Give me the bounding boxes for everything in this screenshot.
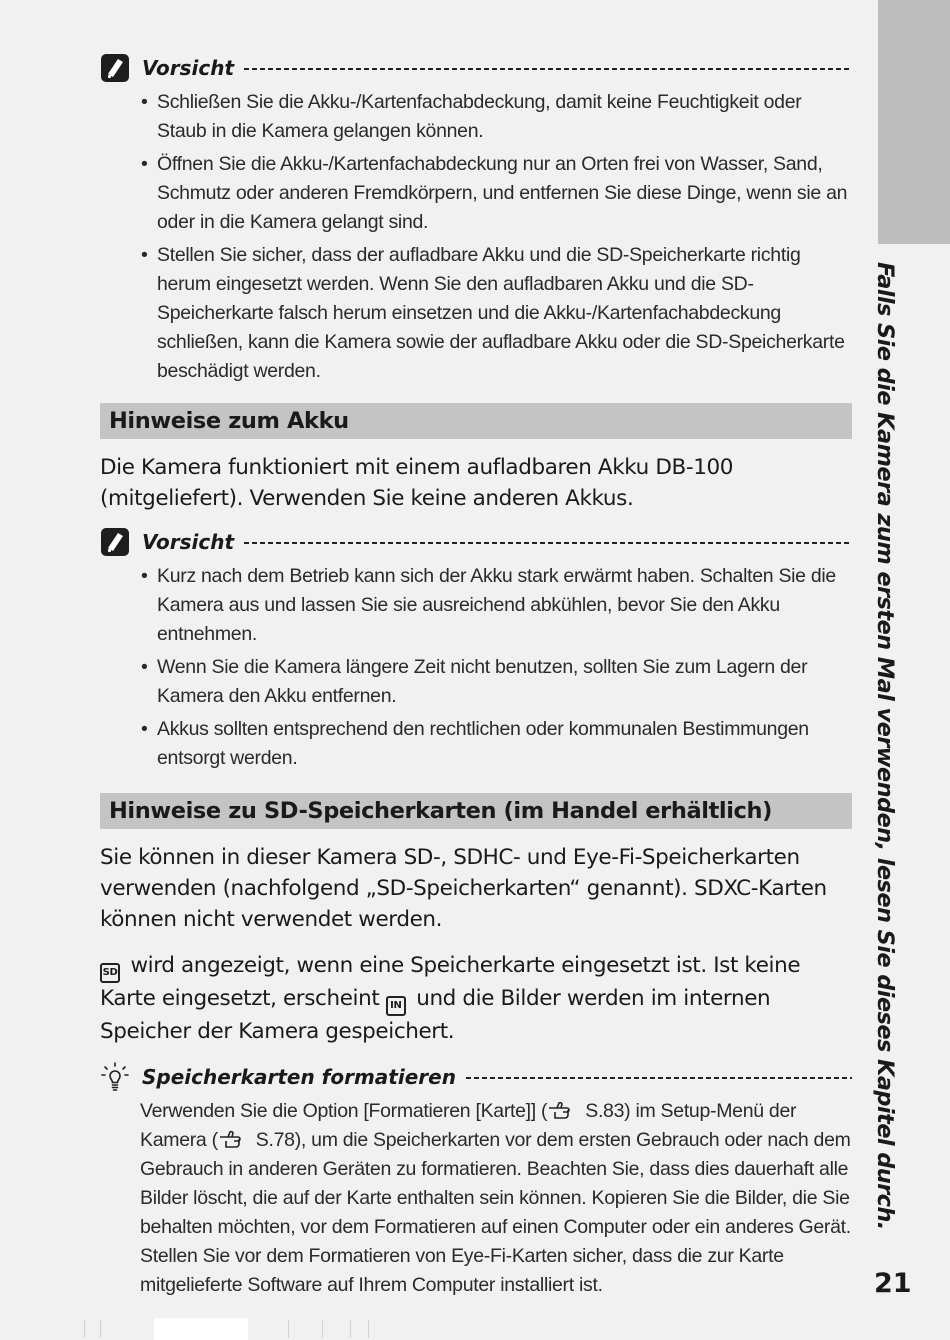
tip-block (100, 1061, 852, 1300)
akku-paragraph: Die Kamera funktioniert mit einem aufladbaren Akku DB-100 (mitgeliefert). Verwenden Sie keine anderen Akkus. (100, 455, 734, 511)
caution-pencil-icon (100, 527, 130, 557)
caution-title: Vorsicht (142, 56, 235, 80)
caution-header (100, 526, 852, 558)
lightbulb-icon (100, 1062, 130, 1092)
caution-header (100, 52, 852, 84)
sd-card-icon: SD (100, 963, 120, 983)
section-heading-sd: Hinweise zu SD-Speicherkarten (im Handel erhältlich) (100, 793, 852, 829)
page-number: 21 (874, 1268, 912, 1299)
bottom-tick (322, 1320, 323, 1338)
caution-list (100, 562, 852, 773)
sd-paragraph-2: SD wird angezeigt, wenn eine Speicherkarte eingesetzt ist. Ist keine Karte eingesetzt, erscheint IN und die Bilder werden im internen Speicher der Kamera gespeichert. (100, 953, 801, 1044)
page-reference[interactable]: S.78 (255, 1129, 295, 1151)
list-item: • Kurz nach dem Betrieb kann sich der Akku stark erwärmt haben. Schalten Sie die Kamera aus und lassen Sie sie ausreichend abkühlen, bevor Sie den Akku entnehmen. (141, 565, 836, 645)
bottom-tick (100, 1320, 101, 1338)
pointing-hand-icon (547, 1100, 585, 1120)
pointing-hand-icon (218, 1129, 256, 1149)
list-item: • Akkus sollten entsprechend den rechtlichen oder kommunalen Bestimmungen entsorgt werden. (141, 718, 809, 769)
chapter-tab-marker (878, 0, 950, 244)
tip-title: Speicherkarten formatieren (142, 1065, 456, 1089)
internal-memory-icon: IN (386, 996, 406, 1016)
bottom-scan-strip (0, 1318, 950, 1340)
chapter-side-title: Falls Sie die Kamera zum ersten Mal verwenden, lesen Sie dieses Kapitel durch. (872, 262, 898, 1230)
list-item: • Schließen Sie die Akku-/Kartenfachabdeckung, damit keine Feuchtigkeit oder Staub in die Kamera gelangen können. (141, 91, 802, 142)
caution-divider (244, 542, 852, 544)
tip-divider (466, 1077, 852, 1079)
tip-text: Verwenden Sie die Option [Formatieren [Karte]] ( S.83) im Setup-Menü der Kamera ( S.78), um die Speicherkarten vor dem ersten Gebrauch oder nach dem Gebrauch in anderen Geräten zu formatieren. Beachten Sie, dass dies dauerhaft alle Bilder löscht, die auf der Karte enthalten sein können. Kopieren Sie die Bilder, die Sie behalten möchten, vor dem Formatieren auf einen Computer oder ein anderes Gerät. Stellen Sie vor dem Formatieren von Eye-Fi-Karten sicher, dass die zur Karte mitgelieferte Software auf Ihrem Computer installiert ist. (140, 1100, 851, 1296)
page-reference[interactable]: S.83 (585, 1100, 625, 1122)
bottom-white-mark (154, 1318, 248, 1340)
section-heading-akku: Hinweise zum Akku (100, 403, 852, 439)
sd-paragraph-1: Sie können in dieser Kamera SD-, SDHC- und Eye-Fi-Speicherkarten verwenden (nachfolgend „SD-Speicherkarten“ genannt). SDXC-Karten können nicht verwendet werden. (100, 845, 827, 932)
caution-pencil-icon (100, 53, 130, 83)
bottom-tick (368, 1320, 369, 1338)
page-content (100, 52, 852, 1300)
bottom-tick (84, 1320, 85, 1338)
bottom-tick (350, 1320, 351, 1338)
list-item: • Stellen Sie sicher, dass der aufladbare Akku und die SD-Speicherkarte richtig herum eingesetzt werden. Wenn Sie den aufladbaren Akku und die SD-Speicherkarte falsch herum einsetzen und die Akku-/Kartenfachabdeckung schließen, kann die Kamera sowie der aufladbare Akku oder die SD-Speicherkarte beschädigt werden. (141, 244, 845, 382)
caution-block-cover (100, 52, 852, 386)
caution-divider (244, 68, 852, 70)
caution-title: Vorsicht (142, 530, 235, 554)
list-item: • Öffnen Sie die Akku-/Kartenfachabdeckung nur an Orten frei von Wasser, Sand, Schmutz oder anderen Fremdkörpern, und entfernen Sie diese Dinge, wenn sie an oder in die Kamera gelangt sind. (141, 153, 848, 233)
tip-header (100, 1061, 852, 1093)
list-item: • Wenn Sie die Kamera längere Zeit nicht benutzen, sollten Sie zum Lagern der Kamera den Akku entfernen. (141, 656, 808, 707)
caution-list (100, 88, 852, 386)
bottom-tick (288, 1320, 289, 1338)
caution-block-battery (100, 526, 852, 773)
